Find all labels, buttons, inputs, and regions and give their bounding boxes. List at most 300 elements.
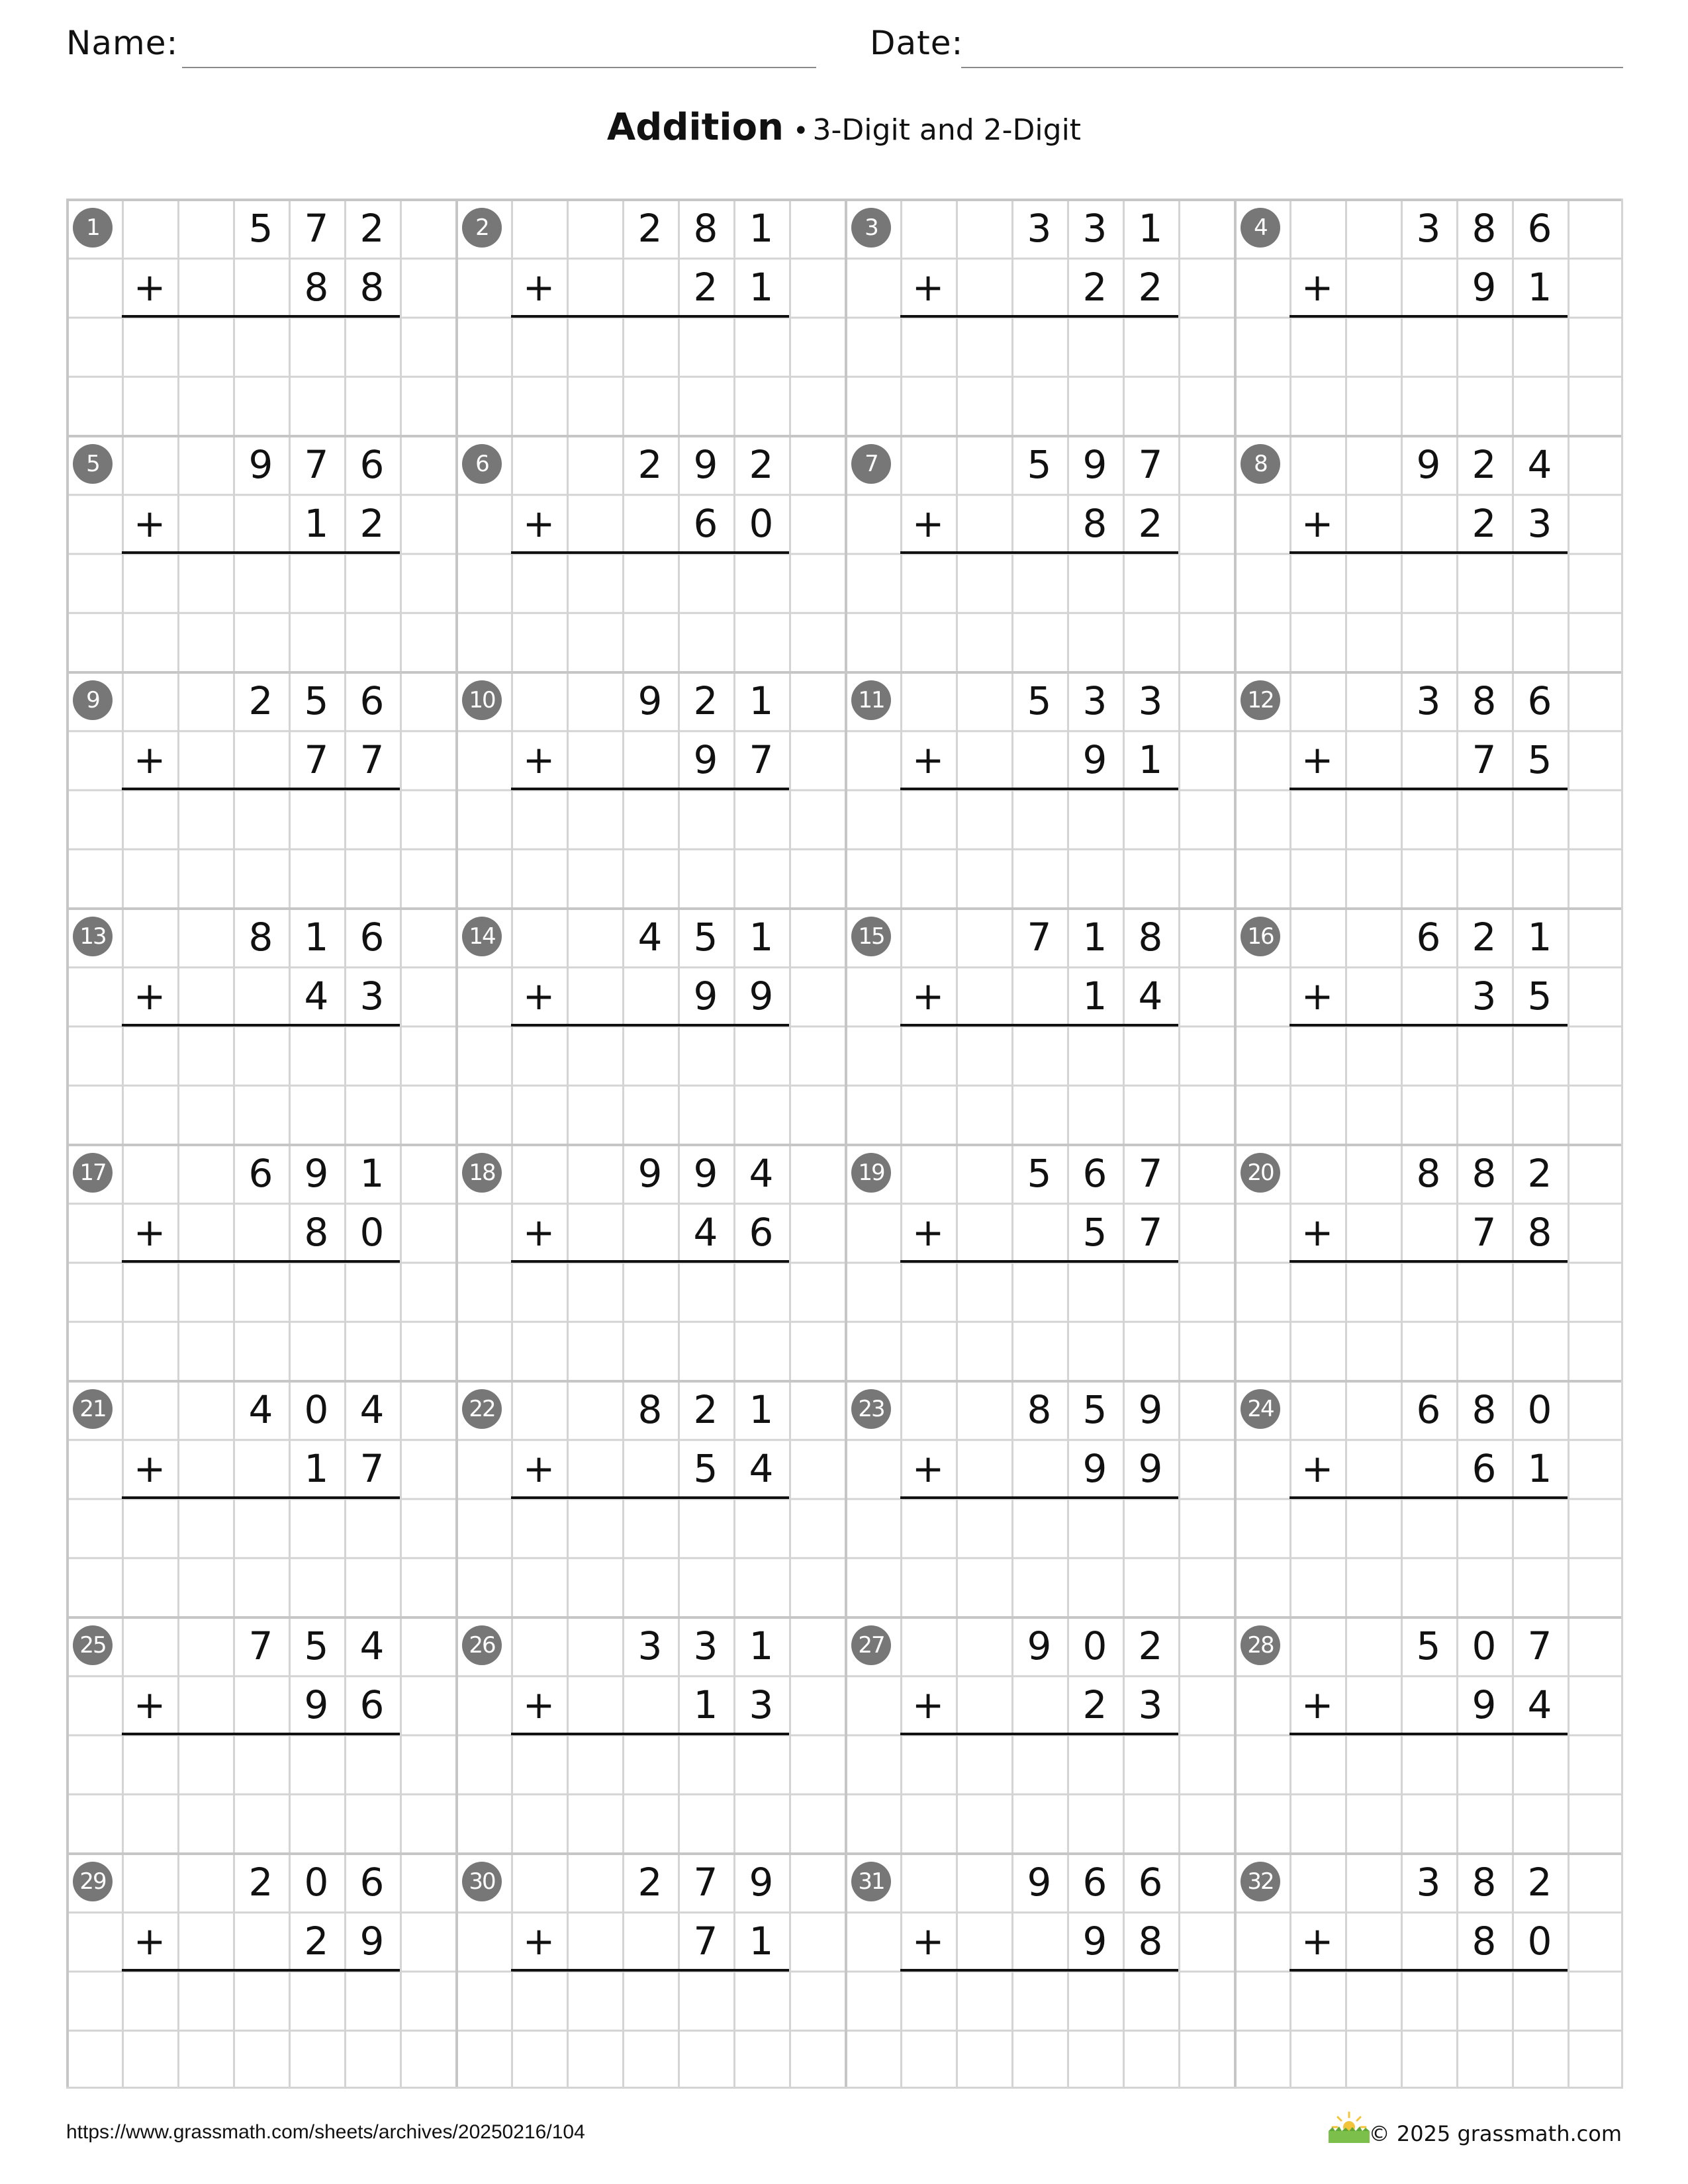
plus-operator: + xyxy=(912,1918,945,1964)
top-digit: 5 xyxy=(1027,441,1052,487)
plus-operator: + xyxy=(1301,737,1334,782)
top-digit: 9 xyxy=(1138,1387,1163,1432)
top-digit: 3 xyxy=(1027,205,1052,251)
bottom-digit: 7 xyxy=(1138,1209,1163,1255)
problem-28 xyxy=(1234,1616,1623,1852)
bottom-digit: 3 xyxy=(1472,973,1497,1019)
problem-number-badge: 24 xyxy=(1241,1389,1280,1429)
top-digit: 2 xyxy=(248,1859,273,1905)
answer-area[interactable] xyxy=(511,1735,789,1853)
top-digit: 7 xyxy=(304,441,329,487)
top-digit: 6 xyxy=(359,678,385,723)
problem-number-badge: 20 xyxy=(1241,1153,1280,1193)
problem-number-badge: 26 xyxy=(462,1625,502,1665)
top-digit: 3 xyxy=(693,1623,718,1668)
top-digit: 2 xyxy=(693,678,718,723)
top-digit: 8 xyxy=(693,205,718,251)
problem-number-badge: 5 xyxy=(73,444,113,484)
bottom-digit: 3 xyxy=(1138,1682,1163,1727)
plus-operator: + xyxy=(133,1918,166,1964)
problem-number-badge: 18 xyxy=(462,1153,502,1193)
answer-area[interactable] xyxy=(1289,790,1568,908)
problem-31 xyxy=(845,1852,1234,2089)
bottom-digit: 7 xyxy=(693,1918,718,1964)
bottom-digit: 4 xyxy=(1527,1682,1552,1727)
top-digit: 6 xyxy=(1416,914,1441,960)
top-digit: 8 xyxy=(1472,205,1497,251)
bottom-digit: 9 xyxy=(693,737,718,782)
plus-operator: + xyxy=(133,500,166,546)
worksheet-title xyxy=(0,106,1688,149)
top-digit: 5 xyxy=(1416,1623,1441,1668)
plus-operator: + xyxy=(133,264,166,310)
top-digit: 6 xyxy=(1082,1859,1107,1905)
top-digit: 4 xyxy=(1527,441,1552,487)
plus-operator: + xyxy=(912,264,945,310)
top-digit: 4 xyxy=(637,914,663,960)
top-digit: 8 xyxy=(637,1387,663,1432)
bottom-digit: 6 xyxy=(693,500,718,546)
problem-22 xyxy=(455,1380,845,1616)
problem-number-badge: 30 xyxy=(462,1862,502,1901)
top-digit: 2 xyxy=(1138,1623,1163,1668)
top-digit: 7 xyxy=(1027,914,1052,960)
top-digit: 2 xyxy=(1527,1859,1552,1905)
top-digit: 2 xyxy=(637,1859,663,1905)
top-digit: 2 xyxy=(248,678,273,723)
bottom-digit: 8 xyxy=(304,1209,329,1255)
problem-number-badge: 2 xyxy=(462,208,502,248)
bottom-digit: 0 xyxy=(749,500,774,546)
bottom-digit: 9 xyxy=(1082,1445,1107,1491)
bottom-digit: 2 xyxy=(1138,500,1163,546)
plus-operator: + xyxy=(912,973,945,1019)
top-digit: 6 xyxy=(1527,678,1552,723)
plus-operator: + xyxy=(522,737,555,782)
name-label: Name: xyxy=(66,24,179,62)
bottom-digit: 7 xyxy=(1472,1209,1497,1255)
footer-url: https://www.grassmath.com/sheets/archives/20250216/104 xyxy=(66,2121,585,2143)
bottom-digit: 2 xyxy=(1472,500,1497,546)
top-digit: 6 xyxy=(1082,1150,1107,1196)
problem-17 xyxy=(66,1144,455,1380)
plus-operator: + xyxy=(912,1445,945,1491)
problem-24 xyxy=(1234,1380,1623,1616)
answer-area[interactable] xyxy=(1289,1735,1568,1853)
top-digit: 7 xyxy=(1138,441,1163,487)
problem-number-badge: 9 xyxy=(73,680,113,720)
problem-9 xyxy=(66,671,455,907)
top-digit: 4 xyxy=(749,1150,774,1196)
problem-20 xyxy=(1234,1144,1623,1380)
bottom-digit: 7 xyxy=(359,1445,385,1491)
top-digit: 9 xyxy=(1082,441,1107,487)
top-digit: 8 xyxy=(1138,914,1163,960)
top-digit: 2 xyxy=(359,205,385,251)
problem-10 xyxy=(455,671,845,907)
top-digit: 8 xyxy=(1472,678,1497,723)
bottom-digit: 2 xyxy=(1138,264,1163,310)
bottom-digit: 4 xyxy=(693,1209,718,1255)
problem-number-badge: 23 xyxy=(851,1389,891,1429)
plus-operator: + xyxy=(1301,1445,1334,1491)
plus-operator: + xyxy=(1301,500,1334,546)
top-digit: 5 xyxy=(1082,1387,1107,1432)
top-digit: 1 xyxy=(749,205,774,251)
bottom-digit: 3 xyxy=(359,973,385,1019)
bottom-digit: 1 xyxy=(1527,1445,1552,1491)
problem-number-badge: 13 xyxy=(73,917,113,956)
answer-area[interactable] xyxy=(900,1262,1178,1381)
bottom-digit: 3 xyxy=(1527,500,1552,546)
top-digit: 7 xyxy=(304,205,329,251)
problem-14 xyxy=(455,907,845,1144)
top-digit: 9 xyxy=(248,441,273,487)
top-digit: 3 xyxy=(1416,1859,1441,1905)
top-digit: 9 xyxy=(1027,1859,1052,1905)
top-digit: 8 xyxy=(1416,1150,1441,1196)
answer-area[interactable] xyxy=(900,317,1178,435)
bottom-digit: 1 xyxy=(1527,264,1552,310)
top-digit: 1 xyxy=(304,914,329,960)
title-subtitle: 3-Digit and 2-Digit xyxy=(812,113,1082,147)
answer-area[interactable] xyxy=(511,553,789,672)
problem-30 xyxy=(455,1852,845,2089)
top-digit: 1 xyxy=(749,1623,774,1668)
bottom-digit: 1 xyxy=(304,500,329,546)
top-digit: 2 xyxy=(693,1387,718,1432)
answer-area[interactable] xyxy=(511,1262,789,1381)
title-separator: • xyxy=(792,116,809,146)
top-digit: 5 xyxy=(1027,1150,1052,1196)
top-digit: 1 xyxy=(1082,914,1107,960)
bottom-digit: 9 xyxy=(1138,1445,1163,1491)
answer-area[interactable] xyxy=(122,1735,400,1853)
bottom-digit: 6 xyxy=(359,1682,385,1727)
top-digit: 7 xyxy=(248,1623,273,1668)
plus-operator: + xyxy=(133,973,166,1019)
problem-7 xyxy=(845,435,1234,671)
top-digit: 0 xyxy=(1527,1387,1552,1432)
answer-area[interactable] xyxy=(511,1498,789,1617)
date-label: Date: xyxy=(870,24,964,62)
top-digit: 5 xyxy=(304,678,329,723)
bottom-digit: 1 xyxy=(749,264,774,310)
bottom-digit: 2 xyxy=(1082,264,1107,310)
problem-number-badge: 6 xyxy=(462,444,502,484)
plus-operator: + xyxy=(522,1445,555,1491)
top-digit: 6 xyxy=(1138,1859,1163,1905)
top-digit: 4 xyxy=(248,1387,273,1432)
plus-operator: + xyxy=(133,1682,166,1727)
top-digit: 3 xyxy=(1416,678,1441,723)
top-digit: 6 xyxy=(359,1859,385,1905)
plus-operator: + xyxy=(522,1209,555,1255)
top-digit: 1 xyxy=(749,1387,774,1432)
top-digit: 2 xyxy=(1472,441,1497,487)
problem-number-badge: 1 xyxy=(73,208,113,248)
top-digit: 2 xyxy=(637,205,663,251)
bottom-digit: 1 xyxy=(1082,973,1107,1019)
top-digit: 8 xyxy=(1472,1387,1497,1432)
problem-23 xyxy=(845,1380,1234,1616)
problem-32 xyxy=(1234,1852,1623,2089)
problem-13 xyxy=(66,907,455,1144)
problem-number-badge: 25 xyxy=(73,1625,113,1665)
top-digit: 4 xyxy=(359,1387,385,1432)
bottom-digit: 3 xyxy=(749,1682,774,1727)
problem-4 xyxy=(1234,199,1623,435)
top-digit: 5 xyxy=(1027,678,1052,723)
bottom-digit: 9 xyxy=(304,1682,329,1727)
top-digit: 8 xyxy=(1472,1150,1497,1196)
problem-number-badge: 3 xyxy=(851,208,891,248)
bottom-digit: 2 xyxy=(359,500,385,546)
problem-number-badge: 8 xyxy=(1241,444,1280,484)
top-digit: 9 xyxy=(693,441,718,487)
top-digit: 2 xyxy=(637,441,663,487)
plus-operator: + xyxy=(912,500,945,546)
problem-number-badge: 27 xyxy=(851,1625,891,1665)
top-digit: 3 xyxy=(637,1623,663,1668)
bottom-digit: 8 xyxy=(1527,1209,1552,1255)
bottom-digit: 0 xyxy=(1527,1918,1552,1964)
top-digit: 0 xyxy=(304,1387,329,1432)
bottom-digit: 9 xyxy=(1082,737,1107,782)
answer-area[interactable] xyxy=(1289,1262,1568,1381)
plus-operator: + xyxy=(522,973,555,1019)
bottom-digit: 2 xyxy=(1082,1682,1107,1727)
bottom-digit: 0 xyxy=(359,1209,385,1255)
top-digit: 9 xyxy=(1416,441,1441,487)
answer-area[interactable] xyxy=(511,1971,789,2089)
problem-8 xyxy=(1234,435,1623,671)
problem-27 xyxy=(845,1616,1234,1852)
answer-area[interactable] xyxy=(1289,317,1568,435)
answer-area[interactable] xyxy=(511,1026,789,1144)
top-digit: 2 xyxy=(1472,914,1497,960)
plus-operator: + xyxy=(1301,973,1334,1019)
top-digit: 9 xyxy=(749,1859,774,1905)
bottom-digit: 9 xyxy=(749,973,774,1019)
plus-operator: + xyxy=(133,1445,166,1491)
answer-area[interactable] xyxy=(900,790,1178,908)
plus-operator: + xyxy=(522,500,555,546)
top-digit: 6 xyxy=(248,1150,273,1196)
bottom-digit: 4 xyxy=(1138,973,1163,1019)
problem-number-badge: 28 xyxy=(1241,1625,1280,1665)
top-digit: 7 xyxy=(693,1859,718,1905)
plus-operator: + xyxy=(133,737,166,782)
answer-area[interactable] xyxy=(122,790,400,908)
plus-operator: + xyxy=(912,737,945,782)
answer-area[interactable] xyxy=(1289,1971,1568,2089)
bottom-digit: 8 xyxy=(359,264,385,310)
problem-number-badge: 7 xyxy=(851,444,891,484)
bottom-digit: 9 xyxy=(1082,1918,1107,1964)
bottom-digit: 7 xyxy=(1472,737,1497,782)
answer-area[interactable] xyxy=(1289,1498,1568,1617)
bottom-digit: 8 xyxy=(1082,500,1107,546)
top-digit: 8 xyxy=(248,914,273,960)
plus-operator: + xyxy=(522,1682,555,1727)
answer-area[interactable] xyxy=(122,553,400,672)
problem-grid xyxy=(66,199,1623,2089)
bottom-digit: 6 xyxy=(749,1209,774,1255)
problem-number-badge: 17 xyxy=(73,1153,113,1193)
top-digit: 5 xyxy=(304,1623,329,1668)
problem-number-badge: 31 xyxy=(851,1862,891,1901)
bottom-digit: 2 xyxy=(693,264,718,310)
top-digit: 3 xyxy=(1082,678,1107,723)
answer-area[interactable] xyxy=(900,1971,1178,2089)
problem-26 xyxy=(455,1616,845,1852)
bottom-digit: 2 xyxy=(304,1918,329,1964)
top-digit: 6 xyxy=(1527,205,1552,251)
top-digit: 8 xyxy=(1027,1387,1052,1432)
bottom-digit: 9 xyxy=(1472,264,1497,310)
problem-number-badge: 4 xyxy=(1241,208,1280,248)
top-digit: 1 xyxy=(1527,914,1552,960)
problem-1 xyxy=(66,199,455,435)
problem-12 xyxy=(1234,671,1623,907)
bottom-digit: 1 xyxy=(749,1918,774,1964)
top-digit: 3 xyxy=(1138,678,1163,723)
problem-number-badge: 12 xyxy=(1241,680,1280,720)
plus-operator: + xyxy=(1301,264,1334,310)
answer-area[interactable] xyxy=(122,1971,400,2089)
problem-11 xyxy=(845,671,1234,907)
problem-6 xyxy=(455,435,845,671)
top-digit: 9 xyxy=(304,1150,329,1196)
problem-19 xyxy=(845,1144,1234,1380)
bottom-digit: 7 xyxy=(304,737,329,782)
answer-area[interactable] xyxy=(900,1026,1178,1144)
problem-number-badge: 15 xyxy=(851,917,891,956)
problem-number-badge: 11 xyxy=(851,680,891,720)
top-digit: 1 xyxy=(359,1150,385,1196)
bottom-digit: 8 xyxy=(1138,1918,1163,1964)
bottom-digit: 5 xyxy=(693,1445,718,1491)
bottom-digit: 4 xyxy=(749,1445,774,1491)
bottom-digit: 6 xyxy=(1472,1445,1497,1491)
bottom-digit: 7 xyxy=(749,737,774,782)
problem-21 xyxy=(66,1380,455,1616)
top-digit: 5 xyxy=(248,205,273,251)
problem-25 xyxy=(66,1616,455,1852)
problem-number-badge: 14 xyxy=(462,917,502,956)
top-digit: 3 xyxy=(1082,205,1107,251)
problem-number-badge: 10 xyxy=(462,680,502,720)
top-digit: 1 xyxy=(1138,205,1163,251)
sun-over-grass-icon xyxy=(1327,2110,1371,2144)
footer-copyright: © 2025 grassmath.com xyxy=(1368,2121,1622,2146)
top-digit: 1 xyxy=(749,914,774,960)
answer-area[interactable] xyxy=(122,317,400,435)
bottom-digit: 8 xyxy=(304,264,329,310)
top-digit: 0 xyxy=(1472,1623,1497,1668)
top-digit: 8 xyxy=(1472,1859,1497,1905)
top-digit: 9 xyxy=(1027,1623,1052,1668)
problem-15 xyxy=(845,907,1234,1144)
top-digit: 2 xyxy=(1527,1150,1552,1196)
problem-number-badge: 32 xyxy=(1241,1862,1280,1901)
bottom-digit: 4 xyxy=(304,973,329,1019)
top-digit: 9 xyxy=(637,1150,663,1196)
problem-number-badge: 22 xyxy=(462,1389,502,1429)
top-digit: 0 xyxy=(1082,1623,1107,1668)
bottom-digit: 5 xyxy=(1527,973,1552,1019)
problem-18 xyxy=(455,1144,845,1380)
answer-area[interactable] xyxy=(900,1498,1178,1617)
bottom-digit: 1 xyxy=(1138,737,1163,782)
problem-number-badge: 29 xyxy=(73,1862,113,1901)
top-digit: 9 xyxy=(637,678,663,723)
top-digit: 9 xyxy=(693,1150,718,1196)
top-digit: 2 xyxy=(749,441,774,487)
plus-operator: + xyxy=(522,1918,555,1964)
top-digit: 6 xyxy=(359,914,385,960)
problem-5 xyxy=(66,435,455,671)
bottom-digit: 1 xyxy=(304,1445,329,1491)
answer-area[interactable] xyxy=(900,1735,1178,1853)
name-field-line[interactable] xyxy=(182,67,816,68)
plus-operator: + xyxy=(912,1209,945,1255)
top-digit: 0 xyxy=(304,1859,329,1905)
bottom-digit: 5 xyxy=(1527,737,1552,782)
plus-operator: + xyxy=(522,264,555,310)
problem-16 xyxy=(1234,907,1623,1144)
problem-29 xyxy=(66,1852,455,2089)
bottom-digit: 8 xyxy=(1472,1918,1497,1964)
top-digit: 7 xyxy=(1138,1150,1163,1196)
answer-area[interactable] xyxy=(1289,1026,1568,1144)
date-field-line[interactable] xyxy=(961,67,1623,68)
top-digit: 1 xyxy=(749,678,774,723)
plus-operator: + xyxy=(912,1682,945,1727)
top-digit: 4 xyxy=(359,1623,385,1668)
top-digit: 3 xyxy=(1416,205,1441,251)
top-digit: 6 xyxy=(1416,1387,1441,1432)
problem-number-badge: 19 xyxy=(851,1153,891,1193)
answer-area[interactable] xyxy=(122,1026,400,1144)
plus-operator: + xyxy=(133,1209,166,1255)
problem-number-badge: 16 xyxy=(1241,917,1280,956)
bottom-digit: 7 xyxy=(359,737,385,782)
top-digit: 6 xyxy=(359,441,385,487)
bottom-digit: 5 xyxy=(1082,1209,1107,1255)
answer-area[interactable] xyxy=(511,790,789,908)
top-digit: 5 xyxy=(693,914,718,960)
answer-area[interactable] xyxy=(122,1262,400,1381)
bottom-digit: 9 xyxy=(693,973,718,1019)
plus-operator: + xyxy=(1301,1209,1334,1255)
answer-area[interactable] xyxy=(511,317,789,435)
plus-operator: + xyxy=(1301,1682,1334,1727)
title-main: Addition xyxy=(606,106,784,149)
problem-number-badge: 21 xyxy=(73,1389,113,1429)
plus-operator: + xyxy=(1301,1918,1334,1964)
bottom-digit: 1 xyxy=(693,1682,718,1727)
bottom-digit: 9 xyxy=(359,1918,385,1964)
answer-area[interactable] xyxy=(900,553,1178,672)
answer-area[interactable] xyxy=(1289,553,1568,672)
answer-area[interactable] xyxy=(122,1498,400,1617)
problem-3 xyxy=(845,199,1234,435)
bottom-digit: 9 xyxy=(1472,1682,1497,1727)
top-digit: 7 xyxy=(1527,1623,1552,1668)
problem-2 xyxy=(455,199,845,435)
